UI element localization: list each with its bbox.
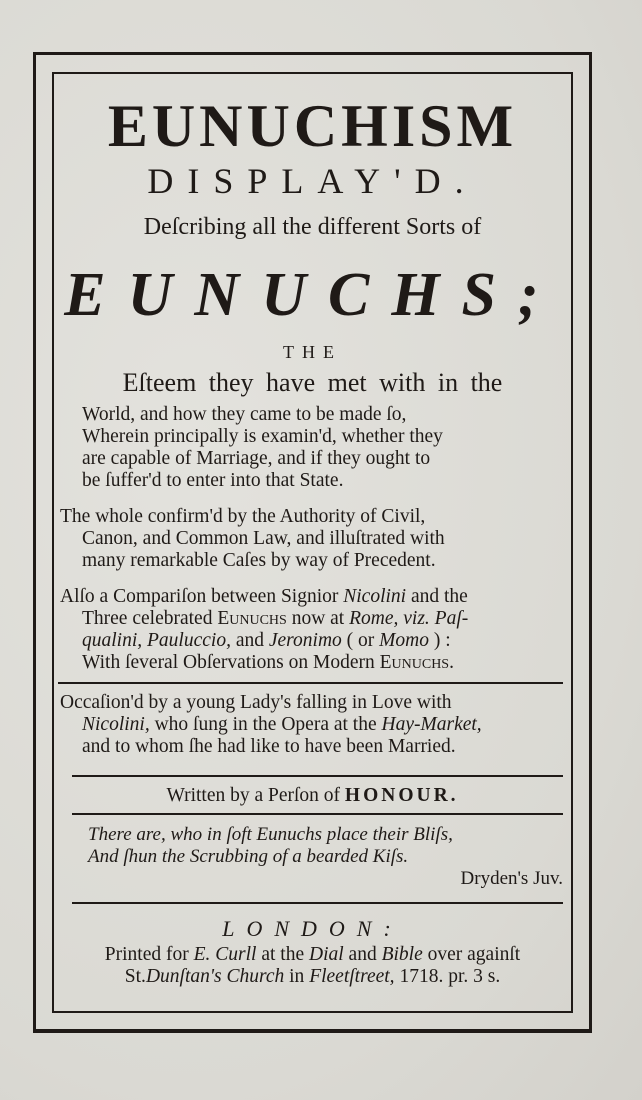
text-line: Occaſion'd by a young Lady's falling in Love with bbox=[60, 692, 452, 713]
text-line: be ſuffer'd to enter into that State. bbox=[82, 470, 344, 491]
text-line: The whole confirm'd by the Authority of Civil, bbox=[60, 506, 426, 527]
esteem-line: Eſteem they have met with in the bbox=[122, 368, 503, 397]
imprint-line: Printed for E. Curll at the Dial and Bible over againſt bbox=[104, 944, 521, 965]
text-line: are capable of Marriage, and if they ought to bbox=[82, 448, 431, 469]
paragraph-authority bbox=[54, 506, 571, 572]
epigraph bbox=[54, 824, 571, 890]
text-line: Alſo a Compariſon between Signior Nicolini and the bbox=[60, 586, 468, 607]
imprint bbox=[54, 944, 571, 988]
title-displayd: DISPLAY'D. bbox=[147, 161, 478, 201]
epigraph-line: There are, who in ſoft Eunuchs place their Bliſs, bbox=[88, 824, 453, 845]
divider-rule bbox=[72, 775, 563, 777]
text-line: With ſeveral Obſervations on Modern Eunuchs. bbox=[82, 652, 454, 673]
author-line: Written by a Perſon of HONOUR. bbox=[166, 785, 459, 806]
divider-rule bbox=[58, 682, 563, 684]
epigraph-line: And ſhun the Scrubbing of a bearded Kiſs. bbox=[88, 846, 409, 867]
divider-rule bbox=[72, 813, 563, 815]
text-line: and to whom ſhe had like to have been Married. bbox=[82, 736, 456, 757]
paragraph-occasion bbox=[54, 692, 571, 758]
text-line: Three celebrated Eunuchs now at Rome, viz. Paſ- bbox=[82, 608, 469, 629]
imprint-city: LONDON: bbox=[222, 916, 403, 941]
paragraph-world bbox=[54, 404, 571, 492]
text-line: World, and how they came to be made ſo, bbox=[82, 404, 407, 425]
paragraph-comparison bbox=[54, 586, 571, 674]
text-line: Wherein principally is examin'd, whether they bbox=[82, 426, 443, 447]
the-heading: THE bbox=[283, 342, 342, 362]
epigraph-attribution: Dryden's Juv. bbox=[460, 868, 563, 889]
imprint-line: St.Dunſtan's Church in Fleetſtreet, 1718. pr. 3 s. bbox=[124, 966, 501, 987]
text-line: qualini, Pauluccio, and Jeronimo ( or Momo ) : bbox=[82, 630, 451, 651]
text-line: many remarkable Caſes by way of Precedent. bbox=[82, 550, 436, 571]
divider-rule bbox=[72, 902, 563, 904]
text-line: Canon, and Common Law, and illuſtrated with bbox=[82, 528, 445, 549]
subtitle-describing: Deſcribing all the different Sorts of bbox=[143, 214, 482, 240]
title-eunuchism: EUNUCHISM bbox=[107, 93, 518, 159]
text-line: Nicolini, who ſung in the Opera at the Hay-Market, bbox=[82, 714, 482, 735]
title-eunuchs: EUNUCHS; bbox=[64, 261, 561, 329]
